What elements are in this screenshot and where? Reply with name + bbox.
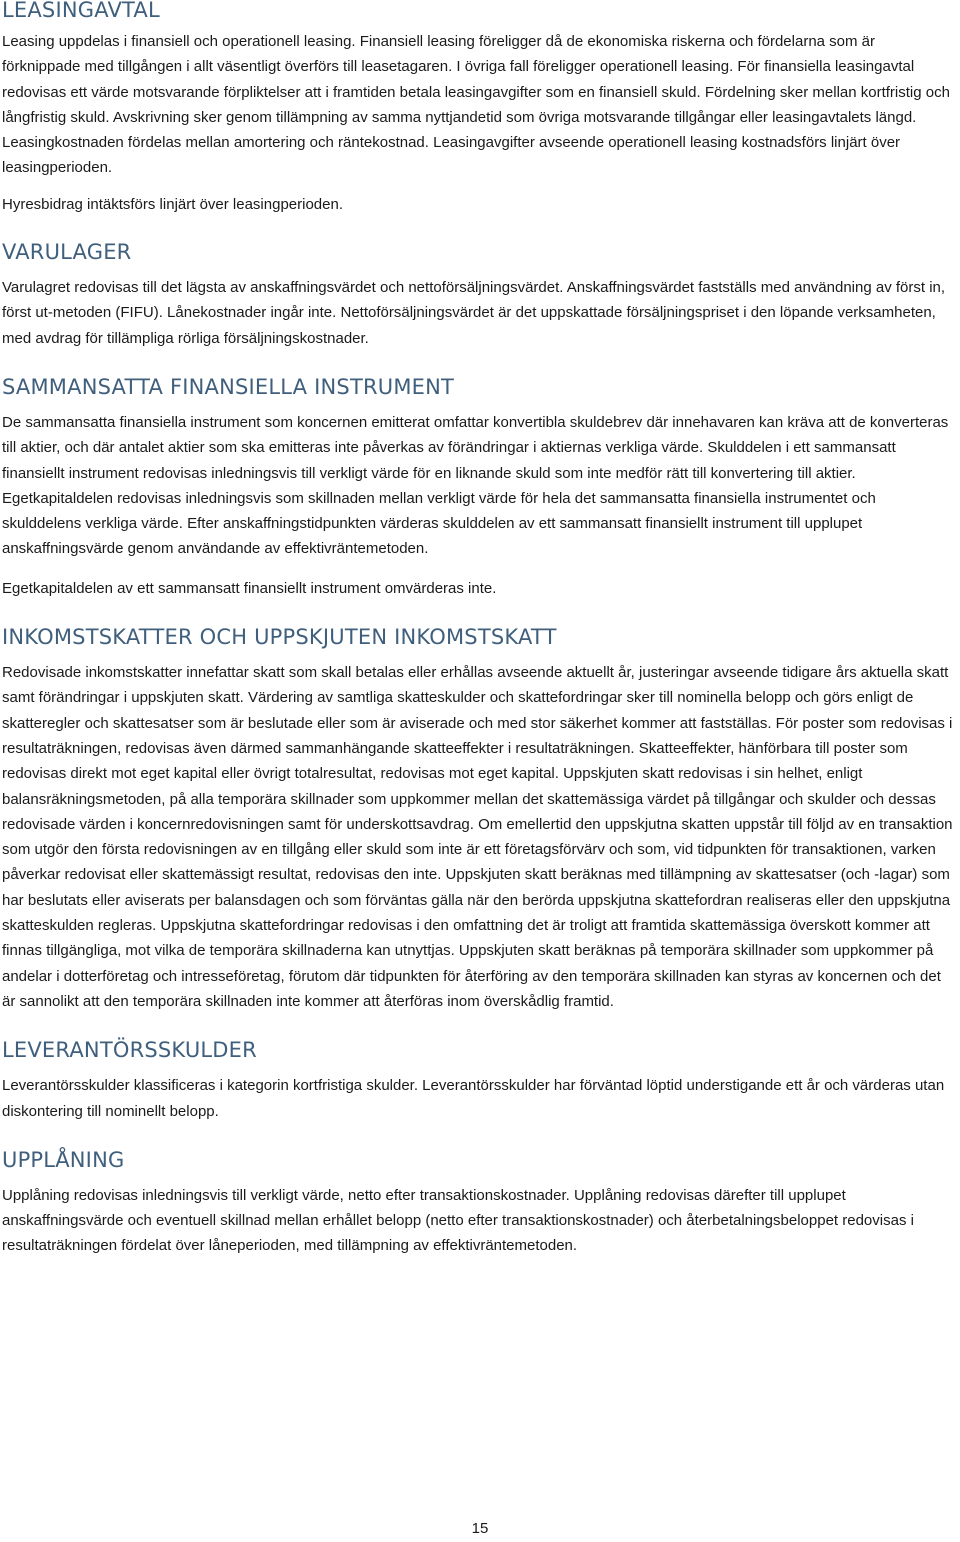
section-paragraph: Leasing uppdelas i finansiell och operationell leasing. Finansiell leasing föreligger då de ekonomiska riskerna och fördelarna som är förknippade med tillgången i allt väsentligt överförs till leasetagaren. I övriga fall föreligger operationell leasing. För finansiella leasingavtal redovisas ett värde motsvarande förpliktelser att i framtiden betala leasingavgifter som en finansiell skuld. Fördelning sker mellan kortfristig och långfristig skuld. Avskrivning sker genom tillämpning av samma nyttjandetid som övriga motsvarande tillgångar eller leasingavtalets längd. Leasingkostnaden fördelas mellan amortering och räntekostnad. Leasingavgifter avseende operationell leasing kostnadsförs linjärt över leasingperioden. (2, 33, 950, 177)
section-paragraph: Redovisade inkomstskatter innefattar skatt som skall betalas eller erhållas avseende aktuellt år, justeringar avseende tidigare års aktuella skatt samt förändringar i uppskjuten skatt. Värdering av samtliga skatteskulder och skattefordringar sker till nominella belopp och görs enligt de skatteregler och skattesatser som är beslutade eller som är aviserade och med stor säkerhet kommer att fastställas. För poster som redovisas i resultaträkningen, redovisas även därmed sammanhängande skatteeffekter i resultaträkningen. Skatteeffekter, hänförbara till poster som redovisas direkt mot eget kapital eller övrigt totalresultat, redovisas mot eget kapital. Uppskjuten skatt redovisas i sin helhet, enligt balansräkningsmetoden, på alla temporära skillnader som uppkommer mellan det skattemässiga värdet på tillgångar och skulder och dessas redovisade värden i koncernredovisningen samt för underskottsavdrag. Om emellertid den uppskjutna skatten uppstår till följd av en transaktion som utgör den första redovisningen av en tillgång eller skuld som inte är ett företagsförvärv och som, vid tidpunkten för transaktionen, varken påverkar redovisat eller skattemässigt resultat, redovisas den inte. Uppskjuten skatt beräknas med tillämpning av skattesatser (och -lagar) som har beslutats eller aviserats per balansdagen och som förväntas gälla när den berörda uppskjutna skattefordran realiseras eller den uppskjutna skatteskulden regleras. Uppskjutna skattefordringar redovisas i den omfattning det är troligt att framtida skattemässiga överskott kommer att finnas tillgängliga, mot vilka de temporära skillnaderna kan utnyttjas. Uppskjuten skatt beräknas på temporära skillnader som uppkommer på andelar i dotterföretag och intresseföretag, förutom där tidpunkten för återföring av den temporära skillnaden kan styras av koncernen och det är sannolikt att den temporära skillnaden inte kommer att återföras inom överskådlig framtid. (2, 664, 953, 1010)
section-title: INKOMSTSKATTER OCH UPPSKJUTEN INKOMSTSKATT (2, 625, 557, 650)
section-upplaning (2, 1148, 956, 1259)
section-title: LEASINGAVTAL (2, 0, 160, 22)
section-title: VARULAGER (2, 240, 132, 265)
section-paragraph: Hyresbidrag intäktsförs linjärt över leasingperioden. (2, 195, 344, 213)
section-paragraph: Egetkapitaldelen av ett sammansatt finansiellt instrument omvärderas inte. (2, 579, 497, 597)
section-leasingavtal (2, 0, 956, 217)
section-paragraph: Varulagret redovisas till det lägsta av anskaffningsvärdet och nettoförsäljningsvärdet. Anskaffningsvärdet fastställs med användning av först in, först ut-metoden (FIFU). Lånekostnader ingår inte. Nettoförsäljningsvärdet är det uppskattade försäljningspriset i den löpande verksamheten, med avdrag för tillämpliga rörliga försäljningskostnader. (2, 279, 946, 347)
section-inkomstskatter (2, 625, 956, 1014)
section-title: SAMMANSATTA FINANSIELLA INSTRUMENT (2, 374, 455, 399)
section-paragraph: Leverantörsskulder klassificeras i kategorin kortfristiga skulder. Leverantörsskulder har förväntad löptid understigande ett år och värderas utan diskontering till nominellt belopp. (2, 1077, 945, 1120)
section-paragraph: De sammansatta finansiella instrument som koncernen emitterat omfattar konvertibla skuldebrev där innehavaren kan kräva att de konverteras till aktier, och där antalet aktier som ska emitteras inte påverkas av förändringar i aktiernas verkliga värde. Skulddelen i ett sammansatt finansiellt instrument redovisas inledningsvis till verkligt värde för en liknande skuld som inte medför rätt till konvertering till aktier. Egetkapitaldelen redovisas inledningsvis som skillnaden mellan verkligt värde för hela det sammansatta finansiella instrumentet och skulddelens verkliga värde. Efter anskaffningstidpunkten värderas skulddelen av ett sammansatt finansiellt instrument till upplupet anskaffningsvärde genom användande av effektivräntemetoden. (2, 413, 949, 558)
section-title: UPPLÅNING (2, 1147, 125, 1172)
page-number: 15 (471, 1520, 489, 1537)
section-sammansatta-finansiella-instrument (2, 375, 956, 601)
section-varulager (2, 240, 956, 351)
section-title: LEVERANTÖRSSKULDER (2, 1038, 257, 1063)
section-paragraph: Upplåning redovisas inledningsvis till verkligt värde, netto efter transaktionskostnader. Upplåning redovisas därefter till upplupet anskaffningsvärde och eventuell skillnad mellan erhållet belopp (netto efter transaktionskostnader) och återbetalningsbeloppet redovisas i resultaträkningen fördelat över låneperioden, med tillämpning av effektivräntemetoden. (2, 1186, 914, 1255)
section-leverantorsskulder (2, 1038, 956, 1124)
